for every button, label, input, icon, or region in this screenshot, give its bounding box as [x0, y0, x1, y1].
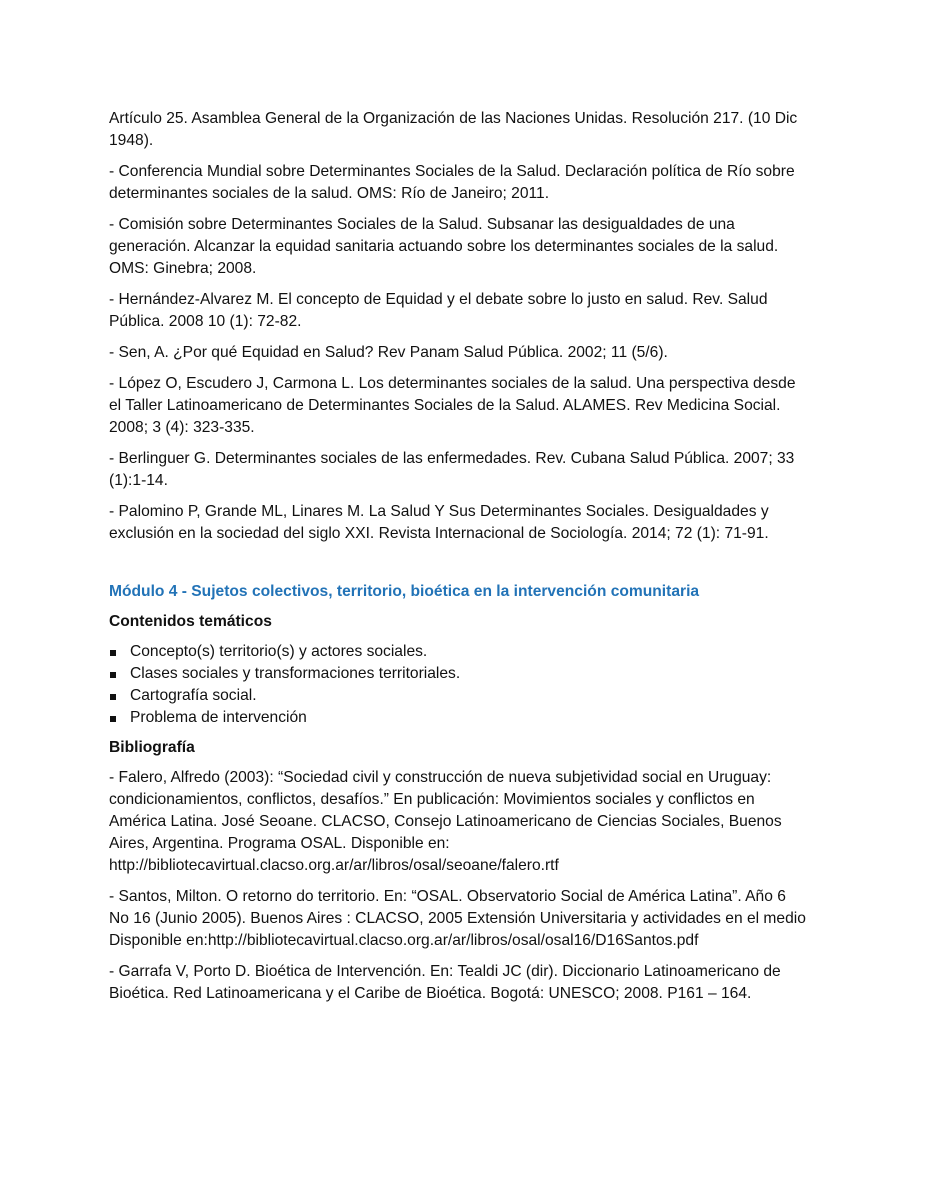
bibliography-item: - Falero, Alfredo (2003): “Sociedad civil y construcción de nueva subjetividad social en Uruguay: condicionamientos, conflictos, desafíos.” En publicación: Movimientos sociales y conflictos en América Latina. José Seoane. CLACSO, Consejo Latinoamericano de Ciencias Sociales, Buenos Aires, Argentina. Programa OSAL. Disponible en: http://bibliotecavirtual.clacso.org.ar/ar/libros/osal/seoane/falero.rtf — [109, 769, 782, 874]
bibliography-item: - Santos, Milton. O retorno do territorio. En: “OSAL. Observatorio Social de América Latina”. Año 6 No 16 (Junio 2005). Buenos Aires : CLACSO, 2005 Extensión Universitaria y actividades en el medio Disponible en:http://bibliotecavirtual.clacso.org.ar/ar/libros/osal/osal16/D16Santos.pdf — [109, 888, 806, 949]
topic-list — [109, 641, 809, 729]
topic-text: Cartografía social. — [130, 687, 257, 704]
square-bullet-icon — [110, 672, 116, 678]
document-page — [109, 108, 809, 1014]
topic-text: Concepto(s) territorio(s) y actores sociales. — [130, 643, 428, 660]
reference-item: - Palomino P, Grande ML, Linares M. La Salud Y Sus Determinantes Sociales. Desigualdades y exclusión en la sociedad del siglo XXI. Revista Internacional de Sociología. 2014; 72 (1): 71-91. — [109, 503, 769, 542]
topic-item — [109, 641, 809, 663]
reference-item: - Hernández-Alvarez M. El concepto de Equidad y el debate sobre lo justo en salud. Rev. Salud Pública. 2008 10 (1): 72-82. — [109, 291, 768, 330]
topic-item — [109, 663, 809, 685]
reference-item: - López O, Escudero J, Carmona L. Los determinantes sociales de la salud. Una perspectiva desde el Taller Latinoamericano de Determinantes Sociales de la Salud. ALAMES. Rev Medicina Social. 2008; 3 (4): 323-335. — [109, 375, 796, 436]
reference-item: - Conferencia Mundial sobre Determinantes Sociales de la Salud. Declaración política de Río sobre determinantes sociales de la salud. OMS: Río de Janeiro; 2011. — [109, 163, 795, 202]
bibliography-item: - Garrafa V, Porto D. Bioética de Intervención. En: Tealdi JC (dir). Diccionario Latinoamericano de Bioética. Red Latinoamericana y el Caribe de Bioética. Bogotá: UNESCO; 2008. P161 – 164. — [109, 963, 781, 1002]
topic-item — [109, 707, 809, 729]
square-bullet-icon — [110, 650, 116, 656]
reference-item: - Comisión sobre Determinantes Sociales de la Salud. Subsanar las desigualdades de una generación. Alcanzar la equidad sanitaria actuando sobre los determinantes sociales de la salud. OMS: Ginebra; 2008. — [109, 216, 779, 277]
square-bullet-icon — [110, 694, 116, 700]
bibliography-heading: Bibliografía — [109, 739, 195, 756]
square-bullet-icon — [110, 716, 116, 722]
reference-item: - Sen, A. ¿Por qué Equidad en Salud? Rev Panam Salud Pública. 2002; 11 (5/6). — [109, 344, 668, 361]
topic-item — [109, 685, 809, 707]
topic-text: Problema de intervención — [130, 709, 307, 726]
module-heading: Módulo 4 - Sujetos colectivos, territorio, bioética en la intervención comunitaria — [109, 583, 700, 600]
reference-item: Artículo 25. Asamblea General de la Organización de las Naciones Unidas. Resolución 217. (10 Dic 1948). — [109, 110, 798, 149]
reference-item: - Berlinguer G. Determinantes sociales de las enfermedades. Rev. Cubana Salud Pública. 2007; 33 (1):1-14. — [109, 450, 795, 489]
topic-text: Clases sociales y transformaciones territoriales. — [130, 665, 461, 682]
contents-heading: Contenidos temáticos — [109, 613, 272, 630]
